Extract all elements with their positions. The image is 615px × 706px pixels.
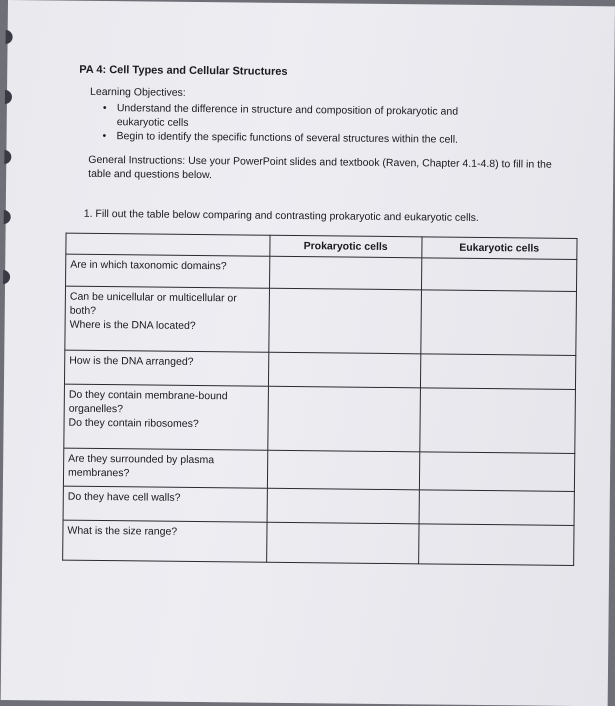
answer-cell[interactable] [419,452,575,492]
bullet-icon: • [102,101,107,115]
answer-cell[interactable] [418,524,574,566]
punch-hole [5,90,12,104]
header-eukaryotic: Eukaryotic cells [421,237,577,260]
answer-cell[interactable] [268,386,420,452]
row-question: How is the DNA arranged? [64,350,268,386]
row-question: Are in which taxonomic domains? [66,254,270,288]
answer-cell[interactable] [266,522,418,564]
row-question: Are they surrounded by plasma membranes? [63,448,267,488]
punch-hole [3,270,10,284]
answer-cell[interactable] [420,290,576,356]
row-question: Can be unicellular or multicellular or both? Where is the DNA located? [65,286,270,352]
objective-item: • Understand the difference in structure and composition of prokaryotic and eukaryotic cells [102,101,459,129]
answer-cell[interactable] [421,258,577,292]
table-row [66,254,577,291]
page-title: PA 4: Cell Types and Cellular Structures [79,63,288,78]
answer-cell[interactable] [267,450,419,490]
objectives-label: Learning Objectives: [89,85,186,99]
row-question: What is the size range? [63,520,267,562]
answer-cell[interactable] [269,288,421,354]
bullet-icon: • [102,129,107,143]
paper-sheet [1,0,615,706]
answer-cell[interactable] [420,354,576,390]
row-question: Do they have cell walls? [63,486,267,522]
comparison-table [62,233,577,566]
table-row [65,286,577,355]
question-1: 1. Fill out the table below comparing and contrasting prokaryotic and eukaryotic cells. [83,207,479,224]
document-body: PA 4: Cell Types and Cellular Structures Learning Objectives: • Understand the difference in structure and composition of prokaryotic and eukaryotic cells • Begin to identify the specific functions of several structures within the cell. General Instructions: Use your PowerPoint slides and textbook (Raven, Chapter 4.1-4.8) to fill in the table and questions below. 1. Fill out the table below comparing and contrasting prokaryotic and eukaryotic cells. Prokaryotic cells Eukaryotic cells Are in which taxonomic domains? Can be unicellular or multicellular or both? Where is the DNA located? How is the DNA arranged? Do they contain membrane-bound organelles? Do they contain ribosomes? Are they surrounded by plasma membranes? Do they have cell walls? What is the size range? [79,63,579,68]
table-row [63,448,574,491]
answer-cell[interactable] [267,488,419,524]
answer-cell[interactable] [269,256,421,290]
header-prokaryotic: Prokaryotic cells [270,235,422,258]
row-question: Do they contain membrane-bound organelles? Do they contain ribosomes? [64,384,269,450]
punch-hole [4,150,11,164]
answer-cell[interactable] [419,490,575,526]
table-row [63,486,574,525]
header-cell [66,233,270,256]
answer-cell[interactable] [419,388,575,454]
general-instructions: General Instructions: Use your PowerPoint slides and textbook (Raven, Chapter 4.1-4.8) to fill in the table and questions below. [88,153,552,182]
punch-hole [6,30,13,44]
punch-hole [4,210,11,224]
answer-cell[interactable] [268,352,420,388]
table-row [64,384,576,453]
table-row [64,350,575,389]
table-row [63,520,574,565]
